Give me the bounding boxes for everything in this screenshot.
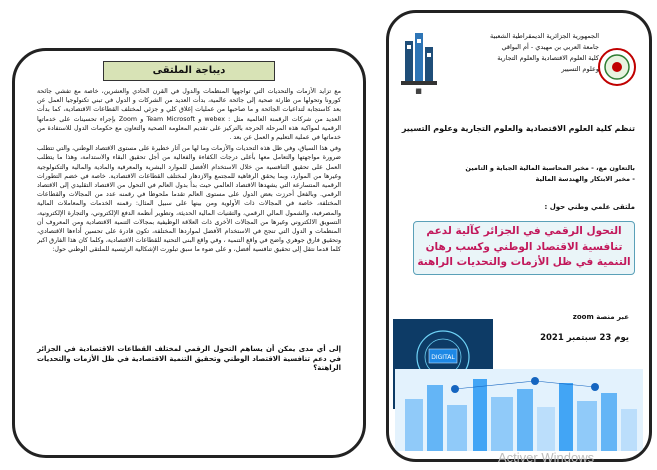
- institution-line: وعلوم التسيير: [561, 65, 599, 73]
- collaboration-block: [397, 163, 635, 185]
- forum-title: التحول الرقمي في الجزائر كآلية لدعم تنافسية الاقتصاد الوطني وكسب رهان التنمية في ظل الأزمات والتحديات الراهنة: [413, 221, 635, 275]
- university-logo-icon: [399, 27, 439, 97]
- forum-label: ملتقى علمي وطني حول :: [544, 203, 635, 211]
- preamble-paragraph: مع تزايد الأزمات والتحديات التي تواجهها المنظمات والدول في القرن الحادي والعشرين، خاصة مع تفشي جائحة كورونا وتحولها من طارئة صحية إلى جائحة عالمية، بدأت العديد من الشركات و الدول في تبني تكنولوجيا العمل عن بعد كاستجابة لتداعيات الجائحة و ما صاحبها من عمليات إغلاق كلي و جزئي لمختلف القطاعات الاقتصادية، كما بدأت العديد من شركات الرقمنة العالمية مثل : webex و Team Microsoft و Zoom بإجراء تحسينات على خدماتها الرقمية لمواكبة هذه المرحلة الحرجة بالتركيز على تقديم المعلومة الصحية والتعاون مع حكومات الدول للاستفادة من خدماتها في عملية التعليم و العمل عن بعد .: [37, 88, 341, 142]
- windows-activation-watermark: Activer Windows: [498, 450, 595, 465]
- preamble-panel: [12, 48, 366, 458]
- preamble-title: ديباجة الملتقى: [103, 61, 275, 81]
- organizer-line: تنظم كلية العلوم الاقتصادية والعلوم التجارية وعلوم التسيير: [401, 124, 635, 133]
- main-problem-question: إلى أي مدى يمكن أن يساهم التحول الرقمي لمختلف القطاعات الاقتصادية في الجزائر في دعم تنافسية الاقتصاد الوطني وتحقيق التنمية الاقتصادية في ظل الأزمات والتحديات الراهنة؟: [37, 345, 341, 372]
- digital-label: DIGITAL: [431, 354, 455, 361]
- header: [395, 23, 639, 109]
- event-date: يوم 23 سبتمبر 2021: [540, 333, 629, 343]
- institution-line: كلية العلوم الاقتصادية والعلوم التجارية: [497, 54, 599, 62]
- event-cover-panel: [386, 10, 652, 462]
- preamble-text: [37, 87, 341, 377]
- preamble-paragraph: وفي هذا السياق، وفي ظل هذه التحديات والأزمات وما لها من آثار خطيرة على مستوى الاقتصاد الوطني، والتي تتطلب ضرورة مواجهتها والتعامل معها بأعلى درجات الكفاءة والفعالية من أجل تحقيق البقاء والاستدامة، وهذا ما يتطلب العمل على تحقيق التنافسية من خلال الاستخدام الأفضل للموارد البشرية والمعرفية والمادية والمالية والتكنولوجية وغيرها من الموارد، وبما يحقق الرفاهية للمجتمع والازدهار لمختلف القطاعات الاقتصادية. خاصة في خضم التطورات الرقمية المتسارعة التي يشهدها الاقتصاد العالمي حيث بدأ بدول العالم في التحول من الاقتصاد التقليدي إلى الاقتصاد الرقمي. وبالفعل أحرزت بعض الدول على مستوى العالم تقدما ملحوظا في رقمنه عدد من المجالات والقطاعات المختلفة، خاصة في المجالات ذات الأولوية ومن بينها على سبيل المثال: رقمنه الخدمات والمعاملات المالية والمصرفية، والشمول المالي الرقمي، والتقنيات المالية الحديثة، وتطوير أنظمة الدفع الإلكتروني، والتجارة الإلكترونية، التسويق الالكتروني وغيرها من المجالات الأخرى ذات العلاقة الوظيفية بمجالات التنمية الاقتصادية ومن المعروف أن المنظمات و الدول التي تنجح في الاستخدام الأفضل لمواردها المختلفة، تكون قادرة على تحسين أداءها الاقتصادي، وتحقيق فارق جوهري واضح في واقع التنمية ، وفي واقع البنى التحتية للقطاعات الاقتصادية، وكلما كان هذا الفارق اكبر كلما قدما نتقل إلى تحقيق تنافسية أفضل، و على ضوء ما سبق تبلورت الإشكالية الرئيسية للملتقى الوطني حول:: [37, 145, 341, 254]
- svg-text:⬛: ⬛: [415, 89, 423, 95]
- collaboration-line: - مخبر الابتكار والهندسة المالية: [535, 175, 635, 183]
- platform-line: عبر منصة zoom: [572, 313, 629, 321]
- faculty-seal-icon: [597, 47, 637, 87]
- city-skyline-illustration: [395, 369, 643, 451]
- institution-block: [441, 31, 599, 75]
- collaboration-line: بالتعاون مع، - مخبر المحاسبة المالية الجباية و التامين: [465, 164, 635, 172]
- institution-line: جامعة العربي بن مهيدي - أم البواقي: [501, 43, 599, 51]
- institution-line: الجمهورية الجزائرية الديمقراطية الشعبية: [490, 32, 599, 40]
